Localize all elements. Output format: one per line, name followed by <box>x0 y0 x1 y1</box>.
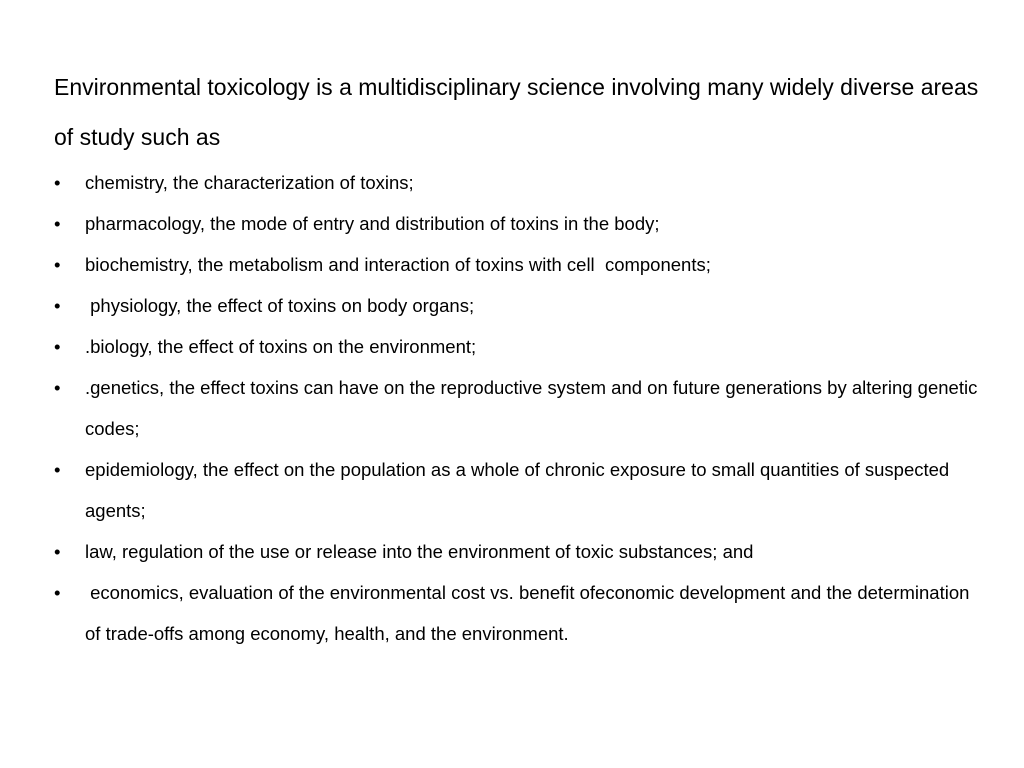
list-item <box>54 367 984 449</box>
list-item-text: economics, evaluation of the environmental cost vs. benefit ofeconomic development and the determination of trade-offs among economy, health, and the environment. <box>85 582 975 644</box>
list-item <box>54 162 984 203</box>
list-item-text: physiology, the effect of toxins on body organs; <box>85 295 475 316</box>
bullet-icon: • <box>54 336 61 357</box>
topics-list <box>54 162 984 654</box>
list-item <box>54 285 984 326</box>
bullet-icon: • <box>54 541 61 562</box>
list-item-text: epidemiology, the effect on the population as a whole of chronic exposure to small quantities of suspected agents; <box>85 459 950 521</box>
list-item <box>54 572 984 654</box>
bullet-icon: • <box>54 377 61 398</box>
list-item <box>54 244 984 285</box>
bullet-icon: • <box>54 172 61 193</box>
list-item-text: .genetics, the effect toxins can have on the reproductive system and on future generations by altering genetic codes; <box>85 377 978 439</box>
intro-paragraph: Environmental toxicology is a multidisciplinary science involving many widely diverse areas of study such as <box>54 74 979 150</box>
list-item-text: biochemistry, the metabolism and interaction of toxins with cell components; <box>85 254 711 275</box>
bullet-icon: • <box>54 254 61 275</box>
bullet-icon: • <box>54 213 61 234</box>
list-item <box>54 531 984 572</box>
bullet-icon: • <box>54 582 61 603</box>
bullet-icon: • <box>54 459 61 480</box>
list-item <box>54 449 984 531</box>
list-item-text: law, regulation of the use or release into the environment of toxic substances; and <box>85 541 754 562</box>
list-item-text: chemistry, the characterization of toxins; <box>85 172 414 193</box>
list-item <box>54 326 984 367</box>
list-item-text: .biology, the effect of toxins on the environment; <box>85 336 477 357</box>
slide-content <box>54 62 984 654</box>
list-item-text: pharmacology, the mode of entry and distribution of toxins in the body; <box>85 213 660 234</box>
bullet-icon: • <box>54 295 61 316</box>
list-item <box>54 203 984 244</box>
